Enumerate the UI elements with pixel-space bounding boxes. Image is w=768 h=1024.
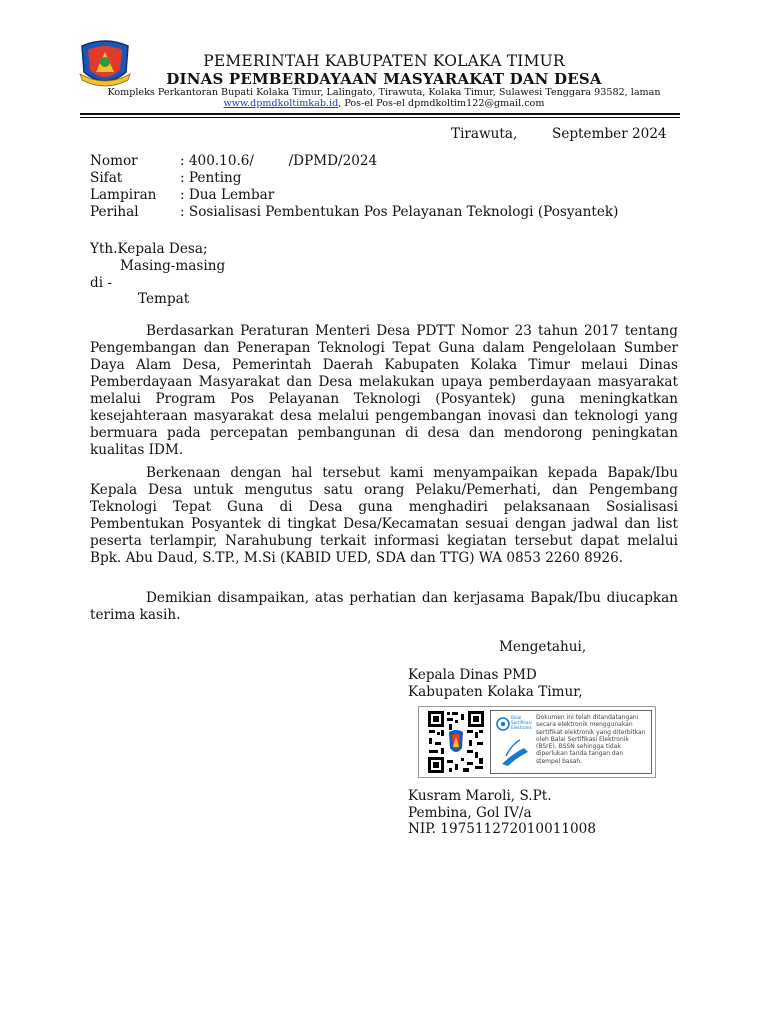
date-place: Tirawuta, <box>451 126 518 142</box>
recipient-line4: Tempat <box>138 291 190 307</box>
date-month-year: September 2024 <box>552 126 667 142</box>
perihal-label: Perihal <box>90 204 139 220</box>
signer-nip: NIP. 197511272010011008 <box>408 821 596 837</box>
letterhead-government-name: PEMERINTAH KABUPATEN KOLAKA TIMUR <box>203 52 565 70</box>
body-paragraph-2-text: Berkenaan dengan hal tersebut kami menyampaikan kepada Bapak/Ibu Kepala Desa untuk mengutus satu orang Pelaku/Pemerhati, dan Pengembang Teknologi Tepat Guna di Desa guna menghadiri pelaksanaan Sosialisasi Pembentukan Posyantek di tingkat Desa/Kecamatan sesuai dengan jadwal dan list peserta terlampir, Narahubung terkait informasi kegiatan tersebut dapat melalui Bpk. Abu Daud, S.TP., M.Si (KABID UED, SDA dan TTG) WA 0853 2260 8926. <box>90 465 678 566</box>
nomor-label: Nomor <box>90 153 138 169</box>
bsre-label: Balai Sertifikasi Elektronik <box>511 715 532 730</box>
signer-rank: Pembina, Gol IV/a <box>408 805 532 821</box>
letterhead-divider-thin <box>80 117 680 118</box>
body-paragraph-1 <box>90 323 678 459</box>
recipient-line1: Yth.Kepala Desa; <box>90 241 208 257</box>
body-paragraph-3-text: Demikian disampaikan, atas perhatian dan kerjasama Bapak/Ibu diucapkan terima kasih. <box>90 590 678 623</box>
email-text: , Pos-el Pos-el dpmdkoltim122@gmail.com <box>338 98 545 109</box>
perihal-value: : Sosialisasi Pembentukan Pos Pelayanan Teknologi (Posyantek) <box>180 204 619 220</box>
acknowledged-label: Mengetahui, <box>499 639 587 655</box>
signer-position-1: Kepala Dinas PMD <box>408 667 537 683</box>
signer-position-2: Kabupaten Kolaka Timur, <box>408 684 583 700</box>
body-paragraph-1-text: Berdasarkan Peraturan Menteri Desa PDTT Nomor 23 tahun 2017 tentang Pengembangan dan Penerapan Teknologi Tepat Guna dalam Pengelolaan Sumber Daya Alam Desa, Pemerintah Daerah Kabupaten Kolaka Timur melaui Dinas Pemberdayaan Masyarakat dan Desa melakukan upaya pemberdayaan masyarakat melalui Program Pos Pelayanan Teknologi (Posyantek) guna meningkatkan kesejahteraan masyarakat desa melalui pengembangan inovasi dan teknologi yang bermuara pada percepatan pembangunan di desa dan mendorong peningkatan kualitas IDM. <box>90 323 678 458</box>
signer-name: Kusram Maroli, S.Pt. <box>408 788 552 804</box>
certificate-notice-text: Dokumen ini telah ditandatangani secara elektronik menggunakan sertifikat elektronik yang diterbitkan oleh Balai Sertifikasi Elektronik (BSrE), BSSN sehingga tidak diperlukan tanda tangan dan stempel basah. <box>536 714 646 765</box>
website-link[interactable]: www.dpmdkoltimkab.id <box>223 98 339 109</box>
lampiran-value: : Dua Lembar <box>180 187 275 203</box>
letterhead-contact <box>0 98 768 109</box>
sifat-label: Sifat <box>90 170 123 186</box>
recipient-line2: Masing-masing <box>120 258 226 274</box>
lampiran-label: Lampiran <box>90 187 157 203</box>
body-paragraph-2 <box>90 465 678 567</box>
letterhead-agency-name: DINAS PEMBERDAYAAN MASYARAKAT DAN DESA <box>166 70 602 88</box>
letterhead-divider-thick <box>80 113 680 115</box>
nomor-value: : 400.10.6/ /DPMD/2024 <box>180 153 378 169</box>
body-paragraph-3 <box>90 590 678 624</box>
letterhead-address: Kompleks Perkantoran Bupati Kolaka Timur, Lalingato, Tirawuta, Kolaka Timur, Sulawesi Tenggara 93582, laman <box>107 87 661 98</box>
sifat-value: : Penting <box>180 170 242 186</box>
recipient-line3: di - <box>90 275 112 291</box>
qr-code-icon <box>427 710 485 774</box>
